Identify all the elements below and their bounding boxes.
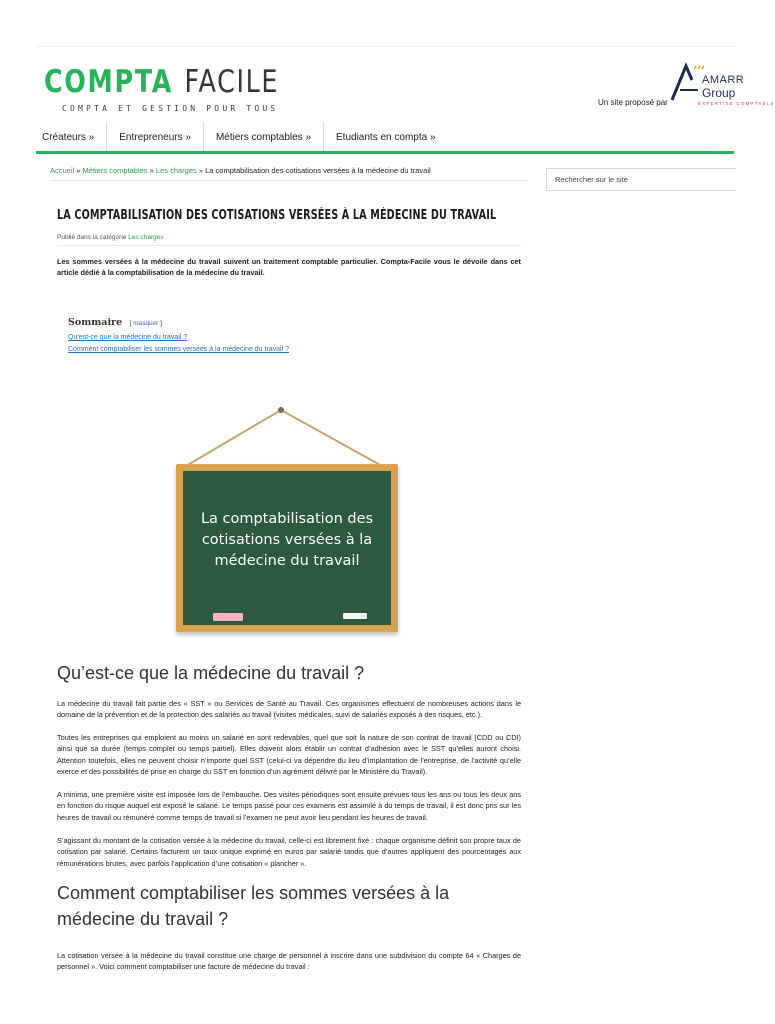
breadcrumb-divider xyxy=(50,180,528,181)
toc-heading: Sommaire xyxy=(68,317,123,328)
toc-toggle-open: [ xyxy=(129,320,132,327)
chalk-white xyxy=(343,613,367,619)
proposed-by-text: Un site proposé par xyxy=(598,98,668,107)
logo-compta: COMPTA xyxy=(44,64,174,100)
breadcrumb-charges[interactable]: Les charges xyxy=(155,166,197,175)
breadcrumb-separator: » xyxy=(74,166,83,175)
breadcrumb-current: La comptabilisation des cotisations versées à la médecine du travail xyxy=(205,166,431,175)
section1-paragraph-1: La médecine du travail fait partie des « SST » ou Services de Santé au Travail. Ces organismes effectuent de nombreuses actions dans le domaine de la prévention et de la protection des salariés au travail (visites médicales, suivi de salariés exposés à des risques, etc.). xyxy=(57,699,521,720)
toc-title xyxy=(68,317,162,328)
nav-item-etudiants[interactable]: Etudiants en compta » xyxy=(323,122,448,152)
top-divider xyxy=(36,46,734,47)
section1-paragraph-3: A minima, une première visite est imposée lors de l’embauche. Des visites périodiques sont ensuite prévues tous les ans ou tous les deux ans en fonction du risque auquel est exposé le salarié. Le temps passé pour ces examens est assimilé à du temps de travail, il est donc pris sur les heures de travail ou rémunéré comme temps de travail si l’examen ne peut avoir lieu pendant les heures de travail. xyxy=(57,790,521,822)
nav-item-entrepreneurs[interactable]: Entrepreneurs » xyxy=(106,122,203,152)
breadcrumb-separator: » xyxy=(147,166,156,175)
title-divider xyxy=(57,245,521,246)
breadcrumb-metiers[interactable]: Métiers comptables xyxy=(82,166,148,175)
article-intro: Les sommes versées à la médecine du travail suivent un traitement comptable particulier. Compta-Facile vous le dévoile dans cet article dédié à la comptabilisation de la médecine du travail. xyxy=(57,257,521,278)
page-title: LA COMPTABILISATION DES COTISATIONS VERSÉES À LA MÉDECINE DU TRAVAIL xyxy=(57,208,497,223)
toc-item-2[interactable]: Comment comptabiliser les sommes versées à la médecine du travail ? xyxy=(68,346,289,353)
nav-underline xyxy=(36,151,734,154)
chalkboard-text: La comptabilisation des cotisations versées à la médecine du travail xyxy=(200,511,374,569)
article-image xyxy=(160,400,410,640)
hanging-string xyxy=(160,400,410,472)
site-logo[interactable] xyxy=(44,64,331,98)
logo-facile: FACILE xyxy=(184,64,280,100)
breadcrumb-separator: » xyxy=(196,166,206,175)
breadcrumb-home[interactable]: Accueil xyxy=(50,166,75,175)
category-link[interactable]: Les charges xyxy=(128,234,164,241)
published-prefix: Publié dans la catégorie xyxy=(57,234,127,241)
partner-logo[interactable] xyxy=(668,60,775,112)
partner-subtitle: EXPERTISE COMPTABLE xyxy=(698,101,775,106)
partner-name: AMARR xyxy=(702,74,745,86)
main-nav xyxy=(40,122,448,152)
nav-item-createurs[interactable]: Créateurs » xyxy=(42,131,95,143)
logo-tagline: COMPTA ET GESTION POUR TOUS xyxy=(62,104,279,113)
chalkboard xyxy=(176,464,398,632)
toc-toggle-close: ] xyxy=(160,320,162,327)
section-heading-2: Comment comptabiliser les sommes versées à la médecine du travail ? xyxy=(57,883,450,929)
published-in xyxy=(57,234,164,241)
section1-paragraph-2: Toutes les entreprises qui emploient au moins un salarié en sont redevables, quel que soit la nature de son contrat de travail (CDD ou CDI) ainsi que sa durée (temps complet ou temps partiel). Elles doivent alors établir un contrat d’adhésion avec le SST qu’elles auront choisi. Attention toutefois, elles ne peuvent choisir n’importe quel SST (celui-ci va dépendre du lieu d’implantation de l’entreprise, de l’activité qu’elle exerce et des possibilités de prise en charge du SST en fonction d’un agrément délivré par le Ministère du Travail). xyxy=(57,733,521,777)
search-input[interactable] xyxy=(546,168,736,191)
section2-paragraph-1: La cotisation versée à la médecine du travail constitue une charge de personnel à inscrire dans une subdivision du compte 64 « Charges de personnel ». Voici comment comptabiliser une facture de médecine du travail : xyxy=(57,951,521,972)
toc-item-1[interactable]: Qu'est-ce que la médecine du travail ? xyxy=(68,334,188,341)
toc-toggle xyxy=(129,320,162,327)
section-heading-1: Qu’est-ce que la médecine du travail ? xyxy=(57,663,365,683)
breadcrumb xyxy=(50,166,431,175)
partner-group: Group xyxy=(702,86,736,100)
toc-hide-link[interactable]: masquer xyxy=(133,320,159,327)
section1-paragraph-4: S’agissant du montant de la cotisation versée à la médecine du travail, celle-ci est librement fixé : chaque organisme définit son propre taux de cotisation par salarié. Certains facturent un taux unique exprimé en euros par salarié tandis que d’autres appliquent des pourcentages aux rémunérations brutes, avec parfois l’application d’une cotisation « plancher ». xyxy=(57,836,521,868)
nav-item-metiers-comptables[interactable]: Métiers comptables » xyxy=(203,122,323,152)
chalkboard-surface xyxy=(183,471,391,625)
chalk-pink xyxy=(213,613,243,621)
